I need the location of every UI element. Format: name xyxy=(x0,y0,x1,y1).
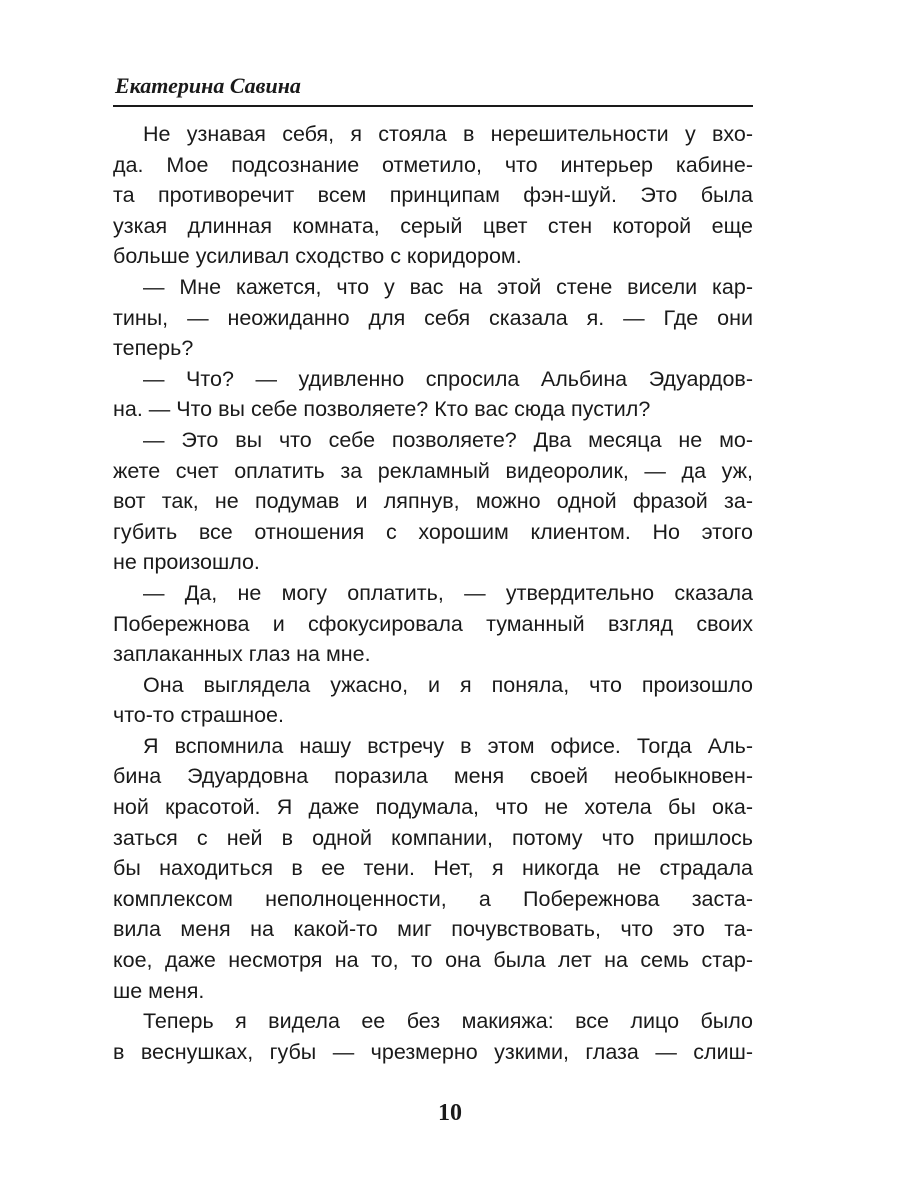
text-line: жете счет оплатить за рекламный видеоролик, — да уж, xyxy=(113,458,753,483)
paragraph xyxy=(113,272,753,364)
text-line: бы находиться в ее тени. Нет, я никогда не страдала xyxy=(113,856,753,881)
text-line: не произошло. xyxy=(113,550,260,575)
text-line: теперь? xyxy=(113,336,194,361)
text-line: вот так, не подумав и ляпнув, можно одной фразой за- xyxy=(113,489,753,514)
text-line: заплаканных глаз на мне. xyxy=(113,642,371,667)
text-line: кое, даже несмотря на то, то она была лет на семь стар- xyxy=(113,948,753,973)
text-line: Побережнова и сфокусировала туманный взгляд своих xyxy=(113,611,753,636)
paragraph xyxy=(113,578,753,670)
paragraph xyxy=(113,425,753,578)
text-line: ной красотой. Я даже подумала, что не хотела бы ока- xyxy=(113,795,753,820)
text-line: ше меня. xyxy=(113,978,205,1003)
paragraph xyxy=(113,670,753,731)
running-head-author: Екатерина Савина xyxy=(115,73,301,98)
paragraph xyxy=(113,119,753,272)
text-line: Не узнавая себя, я стояла в нерешительности у вхо- xyxy=(143,122,753,146)
text-line: Я вспомнила нашу встречу в этом офисе. Тогда Аль- xyxy=(143,733,753,758)
text-line: узкая длинная комната, серый цвет стен которой еще xyxy=(113,213,753,238)
text-line: — Мне кажется, что у вас на этой стене висели кар- xyxy=(143,274,753,299)
text-line: — Это вы что себе позволяете? Два месяца не мо- xyxy=(143,427,753,452)
text-line: Она выглядела ужасно, и я поняла, что произошло xyxy=(143,672,753,697)
paragraph xyxy=(113,1006,753,1067)
paragraph xyxy=(113,731,753,1006)
text-line: вила меня на какой-то миг почувствовать, что это та- xyxy=(113,917,753,942)
text-line: в веснушках, губы — чрезмерно узкими, глаза — слиш- xyxy=(113,1039,753,1064)
text-line: тины, — неожиданно для себя сказала я. — Где они xyxy=(113,305,753,330)
header-rule xyxy=(113,105,753,107)
text-line: заться с ней в одной компании, потому что пришлось xyxy=(113,825,753,850)
text-line: комплексом неполноценности, а Побережнова заста- xyxy=(113,886,753,911)
text-line: — Да, не могу оплатить, — утвердительно сказала xyxy=(143,580,753,605)
book-page xyxy=(113,72,753,1067)
text-line: губить все отношения с хорошим клиентом. Но этого xyxy=(113,519,753,544)
text-line: да. Мое подсознание отметило, что интерьер кабине- xyxy=(113,152,753,177)
text-line: Теперь я видела ее без макияжа: все лицо было xyxy=(143,1009,753,1034)
text-line: — Что? — удивленно спросила Альбина Эдуардов- xyxy=(143,366,753,391)
text-line: на. — Что вы себе позволяете? Кто вас сюда пустил? xyxy=(113,397,651,422)
text-line: бина Эдуардовна поразила меня своей необыкновен- xyxy=(113,764,753,789)
body-text xyxy=(113,119,753,1067)
text-line: больше усиливал сходство с коридором. xyxy=(113,244,522,269)
text-line: та противоречит всем принципам фэн-шуй. Это была xyxy=(113,183,753,208)
paragraph xyxy=(113,364,753,425)
page-number: 10 xyxy=(438,1100,462,1126)
text-line: что-то страшное. xyxy=(113,703,284,728)
